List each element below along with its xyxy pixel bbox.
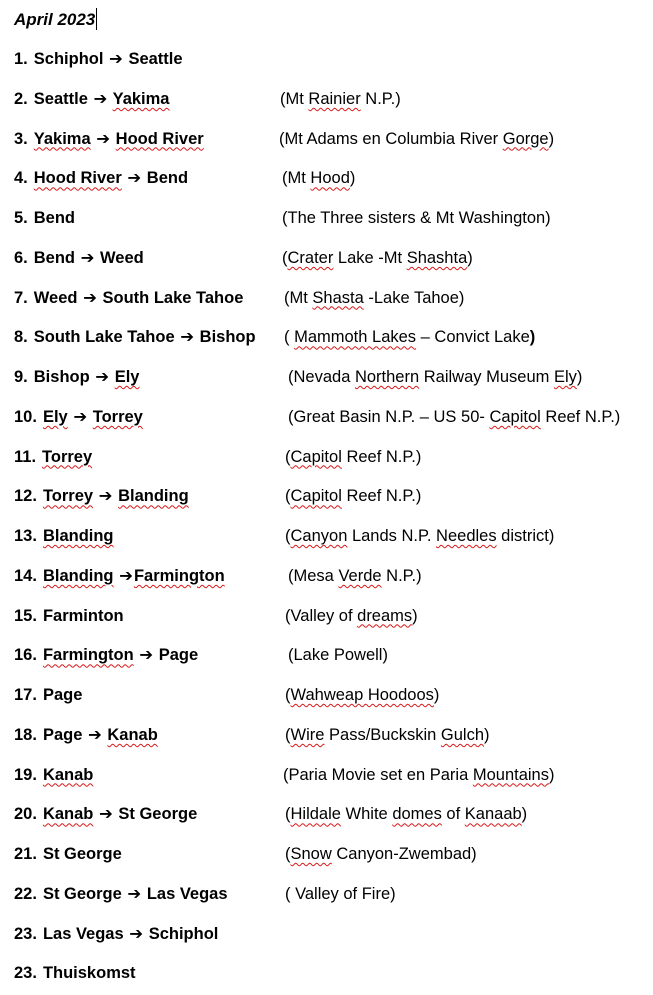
- arrow-icon: ➔: [139, 646, 154, 665]
- route-cell: [14, 962, 136, 984]
- itinerary-row: [14, 167, 653, 189]
- note-text: Crater: [287, 248, 334, 267]
- note-text: ): [433, 686, 440, 704]
- route-text: Blanding: [42, 527, 114, 545]
- route-cell: [14, 167, 188, 189]
- item-number: 23.: [14, 924, 37, 943]
- landmark-note: [285, 485, 421, 507]
- note-text: (: [285, 447, 291, 466]
- route-text: Blanding: [118, 487, 189, 506]
- note-text: Shashta: [406, 248, 468, 267]
- route-text: Schiphol: [33, 50, 104, 68]
- route-text: Bishop: [33, 368, 90, 386]
- note-text: Reef N.P.): [341, 487, 422, 506]
- note-text: Capitol: [290, 487, 342, 506]
- route-text: Page: [158, 646, 199, 665]
- landmark-note: [282, 167, 355, 189]
- route-cell: [14, 644, 198, 666]
- landmark-note: [285, 843, 477, 865]
- route-text: Las Vegas: [42, 924, 124, 943]
- route-cell: [14, 923, 218, 945]
- route-text: Kanab: [42, 765, 94, 784]
- note-text: (: [285, 487, 291, 506]
- note-text: (Valley of: [285, 606, 358, 625]
- document-title-text: April 2023: [14, 10, 96, 29]
- arrow-icon: ➔: [129, 924, 144, 943]
- note-text: Capitol: [290, 447, 342, 466]
- route-text: St George: [42, 845, 122, 863]
- note-text: (Mesa: [288, 566, 339, 585]
- arrow-icon: ➔: [98, 805, 113, 824]
- itinerary-row: [14, 923, 653, 945]
- route-cell: [14, 207, 75, 229]
- route-cell: [14, 803, 197, 825]
- item-number: 4.: [14, 169, 28, 188]
- note-text: dreams: [357, 606, 413, 625]
- route-cell: [14, 88, 169, 110]
- note-text: ): [576, 368, 583, 386]
- route-text: Page: [42, 725, 83, 744]
- route-cell: [14, 485, 189, 507]
- note-text: Reef N.P.): [341, 447, 422, 466]
- note-text: ): [529, 328, 536, 347]
- arrow-icon: ➔: [98, 487, 113, 506]
- arrow-icon: ➔: [83, 288, 97, 307]
- note-text: Snow: [290, 845, 332, 863]
- text-cursor: [96, 8, 97, 30]
- item-number: 13.: [14, 527, 37, 545]
- note-text: Wire: [290, 725, 325, 744]
- route-text: Ely: [114, 368, 140, 386]
- note-text: N.P.): [360, 89, 401, 108]
- itinerary-row: [14, 684, 653, 706]
- arrow-icon: ➔: [80, 248, 95, 267]
- note-text: White: [340, 805, 393, 824]
- item-number: 2.: [14, 89, 28, 108]
- item-number: 15.: [14, 606, 37, 625]
- route-text: Yakima: [33, 129, 91, 148]
- note-text: (Mt: [284, 288, 313, 307]
- route-cell: [14, 287, 243, 309]
- note-text: Canyon: [290, 527, 348, 545]
- route-text: Yakima: [112, 89, 170, 108]
- route-text: St George: [118, 805, 198, 824]
- route-text: South Lake Tahoe: [33, 328, 175, 347]
- document-title: [14, 8, 97, 31]
- route-cell: [14, 883, 228, 905]
- route-text: St George: [42, 884, 122, 903]
- route-text: Thuiskomst: [42, 964, 136, 983]
- route-text: Las Vegas: [146, 884, 228, 903]
- item-number: 22.: [14, 884, 37, 903]
- route-text: Torrey: [42, 487, 94, 506]
- route-cell: [14, 724, 158, 746]
- landmark-note: [285, 605, 418, 627]
- route-text: Ely: [42, 407, 68, 426]
- landmark-note: [285, 724, 490, 746]
- item-number: 16.: [14, 646, 37, 665]
- note-text: Gorge: [502, 129, 549, 148]
- itinerary-row: [14, 326, 653, 348]
- route-cell: [14, 48, 183, 70]
- route-cell: [14, 406, 143, 428]
- landmark-note: [282, 207, 551, 229]
- route-cell: [14, 446, 92, 468]
- arrow-icon: ➔: [93, 89, 108, 108]
- item-number: 20.: [14, 805, 37, 824]
- landmark-note: [288, 406, 620, 428]
- landmark-note: [283, 764, 554, 786]
- itinerary-row: [14, 247, 653, 269]
- note-text: (: [285, 725, 291, 744]
- arrow-icon: ➔: [96, 129, 111, 148]
- note-text: Lands N.P.: [347, 527, 437, 545]
- item-number: 3.: [14, 129, 28, 148]
- item-number: 23.: [14, 964, 37, 983]
- landmark-note: [280, 88, 401, 110]
- note-text: ): [548, 129, 555, 148]
- route-text: Blanding: [42, 566, 114, 585]
- arrow-icon: ➔: [73, 407, 88, 426]
- note-text: ): [412, 606, 418, 625]
- landmark-note: [288, 644, 388, 666]
- itinerary-row: [14, 565, 653, 587]
- item-number: 10.: [14, 407, 37, 426]
- arrow-icon: ➔: [127, 169, 142, 188]
- note-text: Mountains: [472, 765, 549, 784]
- note-text: Wahweap Hoodoos: [290, 686, 434, 704]
- note-text: domes: [392, 805, 442, 824]
- note-text: Northern: [354, 368, 420, 386]
- note-text: Gulch: [440, 725, 484, 744]
- route-text: Hood River: [33, 169, 122, 188]
- landmark-note: [285, 446, 421, 468]
- note-text: district): [496, 527, 555, 545]
- item-number: 7.: [14, 288, 28, 307]
- note-text: N.P.): [381, 566, 422, 585]
- note-text: Shasta: [312, 288, 364, 307]
- landmark-note: [285, 525, 554, 547]
- itinerary-row: [14, 962, 653, 984]
- route-cell: [14, 764, 93, 786]
- itinerary-row: [14, 406, 653, 428]
- itinerary-row: [14, 366, 653, 388]
- item-number: 1.: [14, 50, 28, 68]
- route-cell: [14, 247, 144, 269]
- item-number: 19.: [14, 765, 37, 784]
- route-text: Bend: [146, 169, 189, 188]
- note-text: (Mt Adams en Columbia River: [279, 129, 503, 148]
- note-text: (: [285, 845, 291, 863]
- note-text: (Great Basin N.P. – US 50-: [288, 407, 490, 426]
- note-text: Lake -Mt: [333, 248, 407, 267]
- item-number: 9.: [14, 368, 28, 386]
- note-text: Kanaab: [464, 805, 522, 824]
- arrow-icon: ➔: [127, 884, 142, 903]
- route-cell: [14, 525, 114, 547]
- item-number: 17.: [14, 686, 37, 704]
- itinerary-row: [14, 724, 653, 746]
- note-text: Verde: [338, 566, 382, 585]
- note-text: – Convict Lake: [416, 328, 530, 347]
- route-text: Bend: [33, 248, 76, 267]
- note-text: (: [285, 686, 291, 704]
- route-text: Torrey: [42, 447, 93, 466]
- note-text: (The Three sisters & Mt Washington): [282, 209, 551, 227]
- item-number: 11.: [14, 447, 37, 466]
- note-text: Rainier: [308, 89, 361, 108]
- route-text: Kanab: [107, 725, 158, 744]
- note-text: Mammoth Lakes: [294, 328, 417, 347]
- item-number: 6.: [14, 248, 28, 267]
- route-cell: [14, 684, 82, 706]
- note-text: Capitol: [489, 407, 541, 426]
- item-number: 5.: [14, 209, 28, 227]
- landmark-note: [284, 326, 535, 348]
- route-text: Kanab: [42, 805, 94, 824]
- landmark-note: [288, 565, 422, 587]
- note-text: Canyon-Zwembad): [331, 845, 477, 863]
- route-text: Bishop: [199, 328, 256, 347]
- note-text: Needles: [436, 527, 497, 545]
- landmark-note: [285, 803, 527, 825]
- itinerary-row: [14, 128, 653, 150]
- route-text: Schiphol: [148, 924, 219, 943]
- note-text: Hood: [310, 169, 350, 188]
- route-text: Bend: [33, 209, 76, 227]
- arrow-icon: ➔: [109, 50, 123, 68]
- route-cell: [14, 326, 256, 348]
- arrow-icon: ➔: [87, 725, 102, 744]
- route-text: Torrey: [92, 407, 143, 426]
- itinerary-row: [14, 764, 653, 786]
- arrow-icon: ➔: [95, 368, 110, 386]
- note-text: (Mt: [282, 169, 311, 188]
- route-text: Seattle: [128, 50, 183, 68]
- itinerary-row: [14, 207, 653, 229]
- landmark-note: [282, 247, 473, 269]
- landmark-note: [288, 366, 582, 388]
- landmark-note: [285, 684, 439, 706]
- item-number: 21.: [14, 845, 37, 863]
- note-text: (: [282, 248, 288, 267]
- item-number: 14.: [14, 566, 37, 585]
- note-text: (Lake Powell): [288, 646, 388, 665]
- note-text: Hildale: [290, 805, 341, 824]
- route-text: Page: [42, 686, 83, 704]
- route-text: Farmington: [133, 566, 225, 585]
- note-text: (: [285, 527, 291, 545]
- note-text: Pass/Buckskin: [324, 725, 441, 744]
- itinerary-row: [14, 88, 653, 110]
- route-cell: [14, 128, 204, 150]
- route-text: Farmington: [42, 646, 134, 665]
- arrow-icon: ➔: [119, 566, 133, 585]
- note-text: ): [467, 248, 473, 267]
- itinerary-row: [14, 446, 653, 468]
- note-text: -Lake Tahoe): [363, 288, 465, 307]
- item-number: 8.: [14, 328, 28, 347]
- note-text: ): [484, 725, 490, 744]
- note-text: (: [285, 805, 291, 824]
- route-cell: [14, 366, 139, 388]
- note-text: Ely: [553, 368, 577, 386]
- landmark-note: [284, 287, 464, 309]
- itinerary-row: [14, 843, 653, 865]
- note-text: Reef N.P.): [540, 407, 621, 426]
- note-text: ): [548, 765, 555, 784]
- item-number: 18.: [14, 725, 37, 744]
- itinerary-row: [14, 644, 653, 666]
- note-text: ): [349, 169, 356, 188]
- route-text: South Lake Tahoe: [102, 288, 244, 307]
- note-text: (Nevada: [288, 368, 355, 386]
- itinerary-row: [14, 525, 653, 547]
- note-text: (Mt: [280, 89, 309, 108]
- note-text: ): [521, 805, 528, 824]
- route-cell: [14, 843, 122, 865]
- itinerary-row: [14, 605, 653, 627]
- landmark-note: [285, 883, 396, 905]
- note-text: Railway Museum: [419, 368, 554, 386]
- route-cell: [14, 565, 225, 587]
- itinerary-row: [14, 883, 653, 905]
- note-text: ( Valley of Fire): [285, 884, 396, 903]
- route-text: Weed: [33, 288, 78, 307]
- route-cell: [14, 605, 124, 627]
- landmark-note: [279, 128, 554, 150]
- itinerary-row: [14, 48, 653, 70]
- note-text: (: [284, 328, 295, 347]
- item-number: 12.: [14, 487, 37, 506]
- itinerary-row: [14, 803, 653, 825]
- route-text: Farminton: [42, 606, 124, 625]
- route-text: Weed: [100, 248, 144, 267]
- route-text: Hood River: [115, 129, 204, 148]
- note-text: (Paria Movie set en Paria: [283, 765, 473, 784]
- itinerary-row: [14, 485, 653, 507]
- route-text: Seattle: [33, 89, 88, 108]
- itinerary-row: [14, 287, 653, 309]
- note-text: of: [441, 805, 465, 824]
- arrow-icon: ➔: [180, 328, 195, 347]
